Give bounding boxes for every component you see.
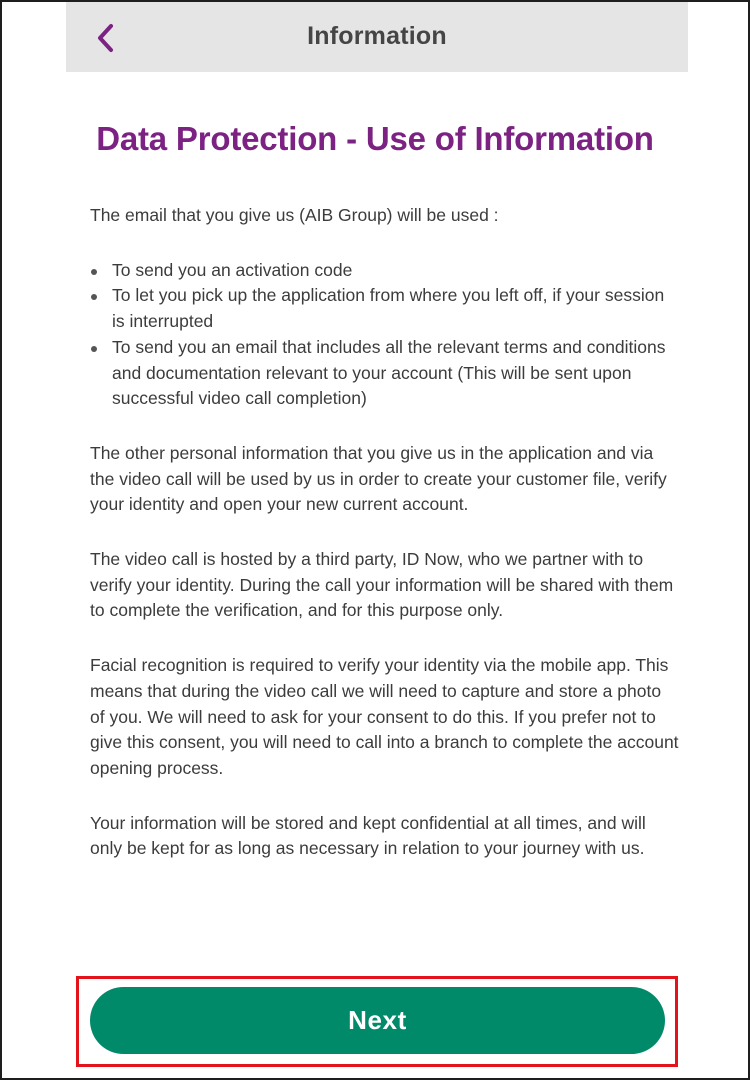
list-item: To send you an email that includes all the relevant terms and conditions and documentation relevant to your account (This will be sent upon successful video call completion) (90, 335, 680, 412)
paragraph-facial-recognition: Facial recognition is required to verify your identity via the mobile app. This means that during the video call we will need to capture and store a photo of you. We will need to ask for your consent to do this. If you prefer not to give this consent, you will need to call into a branch to complete the account opening process. (90, 655, 679, 778)
intro-text: The email that you give us (AIB Group) will be used : (90, 205, 499, 225)
paragraph-video-call: The video call is hosted by a third party, ID Now, who we partner with to verify your identity. During the call your information will be shared with them to complete the verification, and for this purpose only. (90, 549, 674, 621)
paragraph-storage: Your information will be stored and kept confidential at all times, and will only be kept for as long as necessary in relation to your journey with us. (90, 812, 646, 859)
list-item: To send you an activation code (90, 258, 680, 284)
email-uses-list (90, 258, 680, 412)
header-title: Information (307, 22, 447, 50)
next-button[interactable] (90, 987, 665, 1054)
page-title: Data Protection - Use of Information (96, 120, 654, 157)
paragraph-personal-info: The other personal information that you give us in the application and via the video call will be used by us in order to create your customer file, verify your identity and open your new current account. (90, 442, 667, 515)
next-button-label: Next (348, 1005, 407, 1035)
info-content (90, 203, 680, 862)
top-bar (66, 2, 688, 72)
list-item: To let you pick up the application from where you left off, if your session is interrupted (90, 283, 680, 334)
